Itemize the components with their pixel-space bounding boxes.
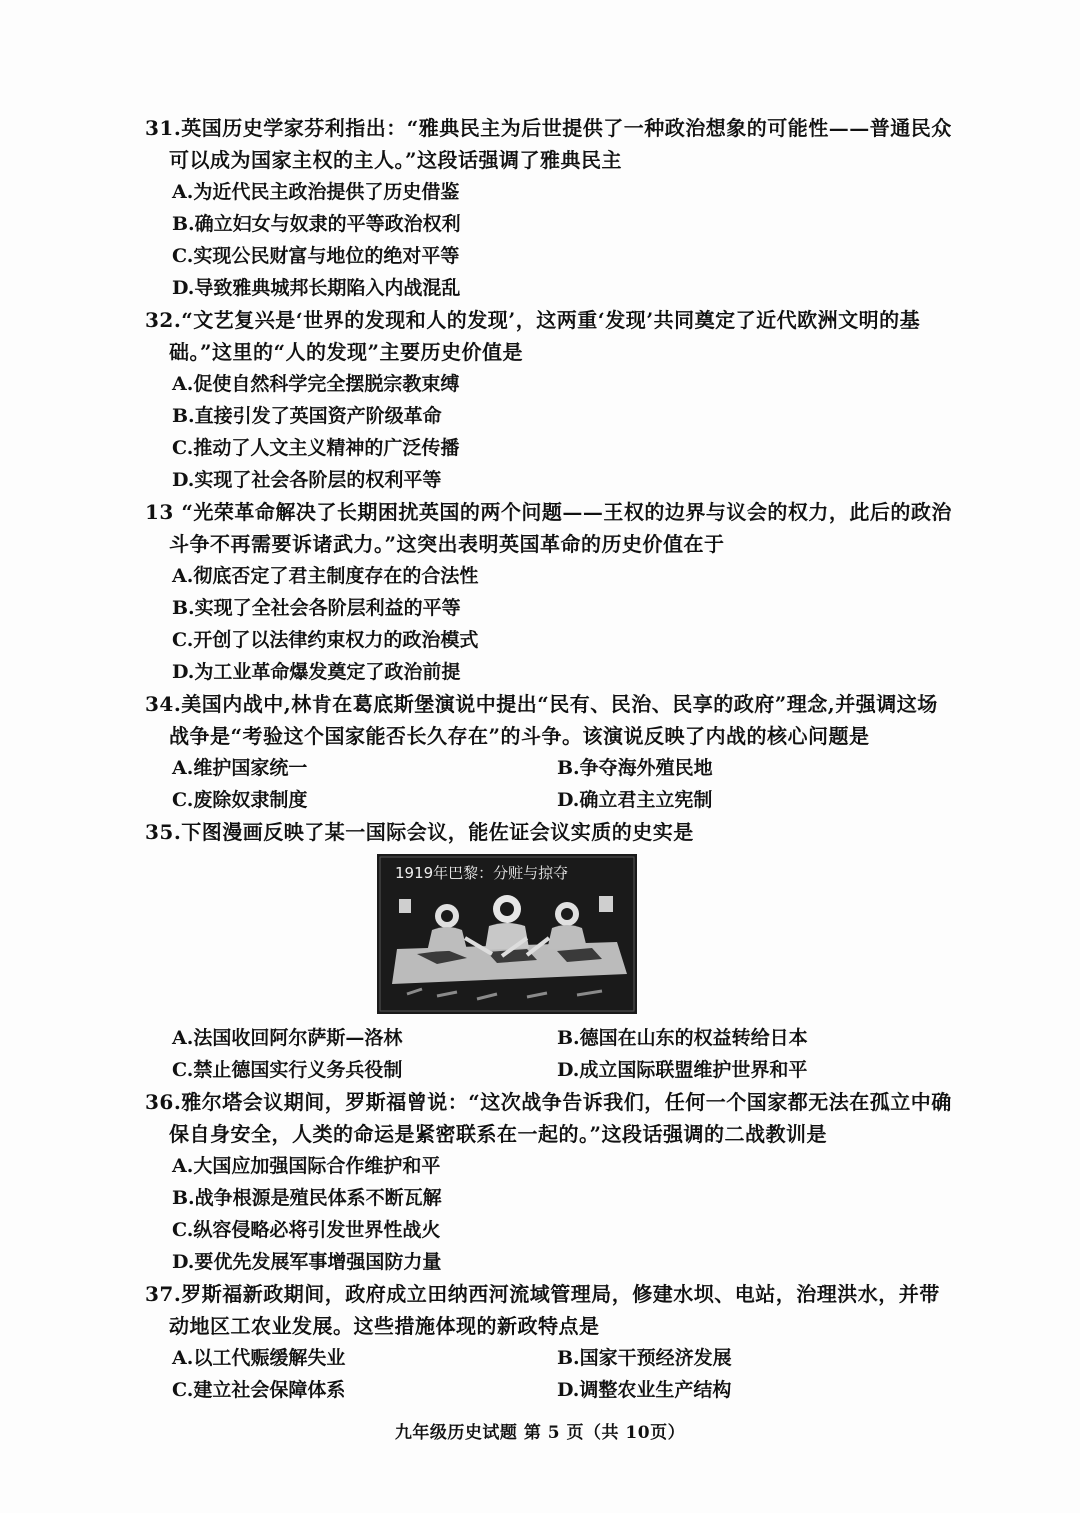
question-text: 罗斯福新政期间，政府成立田纳西河流域管理局，修建水坝、电站，治理洪水，并带动地区工农业发展。这些措施体现的新政特点是: [169, 1282, 940, 1338]
option-c: C.开创了以法律约束权力的政治模式: [172, 629, 479, 651]
option-a: A.法国收回阿尔萨斯—洛林: [172, 1027, 403, 1049]
question-text: 下图漫画反映了某一国际会议，能佐证会议实质的史实是: [181, 820, 694, 844]
question-stem: [145, 304, 955, 368]
option-c: C.纵容侵略必将引发世界性战火: [172, 1219, 441, 1241]
question-stem: [145, 112, 955, 176]
question-34: [145, 688, 955, 816]
option-b: B.实现了全社会各阶层利益的平等: [172, 597, 461, 619]
question-33: [145, 496, 955, 688]
question-text: 英国历史学家芬利指出：“雅典民主为后世提供了一种政治想象的可能性——普通民众可以成为国家主权的主人。”这段话强调了雅典民主: [169, 116, 952, 172]
option-c: C.建立社会保障体系: [172, 1379, 346, 1401]
question-text: “光荣革命解决了长期困扰英国的两个问题——王权的边界与议会的权力，此后的政治斗争不再需要诉诸武力。”这突出表明英国革命的历史价值在于: [169, 500, 952, 556]
option-a: A.维护国家统一: [172, 757, 308, 779]
question-text: 雅尔塔会议期间，罗斯福曾说：“这次战争告诉我们，任何一个国家都无法在孤立中确保自身安全，人类的命运是紧密联系在一起的。”这段话强调的二战教训是: [169, 1090, 952, 1146]
option-d: D.调整农业生产结构: [557, 1379, 732, 1401]
option-a: A.彻底否定了君主制度存在的合法性: [172, 565, 479, 587]
option-d: D.成立国际联盟维护世界和平: [557, 1059, 808, 1081]
question-list: [145, 112, 955, 1406]
question-stem: [145, 816, 955, 848]
question-number: 35.: [145, 820, 182, 844]
question-text: 美国内战中,林肯在葛底斯堡演说中提出“民有、民治、民享的政府”理念,并强调这场战争是“考验这个国家能否长久存在”的斗争。该演说反映了内战的核心问题是: [169, 692, 938, 748]
question-36: [145, 1086, 955, 1278]
question-number: 37.: [145, 1282, 182, 1306]
options-grid: [145, 1022, 955, 1086]
question-stem: [145, 688, 955, 752]
cartoon-image: [377, 854, 637, 1014]
cartoon-caption: 1919年巴黎：分赃与掠夺: [395, 864, 569, 882]
option-d: D.确立君主立宪制: [557, 789, 713, 811]
option-b: B.德国在山东的权益转给日本: [557, 1027, 808, 1049]
question-number: 13: [145, 500, 174, 524]
option-c: C.废除奴隶制度: [172, 789, 308, 811]
option-c: C.实现公民财富与地位的绝对平等: [172, 245, 460, 267]
options-grid: [145, 752, 955, 816]
option-b: B.确立妇女与奴隶的平等政治权利: [172, 213, 461, 235]
question-stem: [145, 1278, 955, 1342]
option-a: A.大国应加强国际合作维护和平: [172, 1155, 441, 1177]
question-number: 36.: [145, 1090, 182, 1114]
question-35: [145, 816, 955, 1086]
option-b: B.战争根源是殖民体系不断瓦解: [172, 1187, 442, 1209]
option-c: C.推动了人文主义精神的广泛传播: [172, 437, 460, 459]
question-32: [145, 304, 955, 496]
option-d: D.导致雅典城邦长期陷入内战混乱: [172, 277, 461, 299]
option-a: A.为近代民主政治提供了历史借鉴: [172, 181, 460, 203]
question-31: [145, 112, 955, 304]
paris-conference-cartoon: [377, 854, 637, 1014]
option-d: D.为工业革命爆发奠定了政治前提: [172, 661, 461, 683]
option-d: D.实现了社会各阶层的权利平等: [172, 469, 442, 491]
option-b: B.直接引发了英国资产阶级革命: [172, 405, 442, 427]
options-grid: [145, 1342, 955, 1406]
option-a: A.以工代赈缓解失业: [172, 1347, 346, 1369]
question-stem: [145, 496, 955, 560]
option-b: B.争夺海外殖民地: [557, 757, 713, 779]
question-stem: [145, 1086, 955, 1150]
page-footer: 九年级历史试题 第 5 页（共 10页）: [394, 1423, 686, 1443]
question-number: 31.: [145, 116, 182, 140]
option-c: C.禁止德国实行义务兵役制: [172, 1059, 403, 1081]
option-b: B.国家干预经济发展: [557, 1347, 732, 1369]
option-a: A.促使自然科学完全摆脱宗教束缚: [172, 373, 460, 395]
question-number: 32.: [145, 308, 182, 332]
question-37: [145, 1278, 955, 1406]
option-d: D.要优先发展军事增强国防力量: [172, 1251, 442, 1273]
question-text: “文艺复兴是‘世界的发现和人的发现’，这两重‘发现’共同奠定了近代欧洲文明的基础。”这里的“人的发现”主要历史价值是: [169, 308, 921, 364]
question-number: 34.: [145, 692, 182, 716]
